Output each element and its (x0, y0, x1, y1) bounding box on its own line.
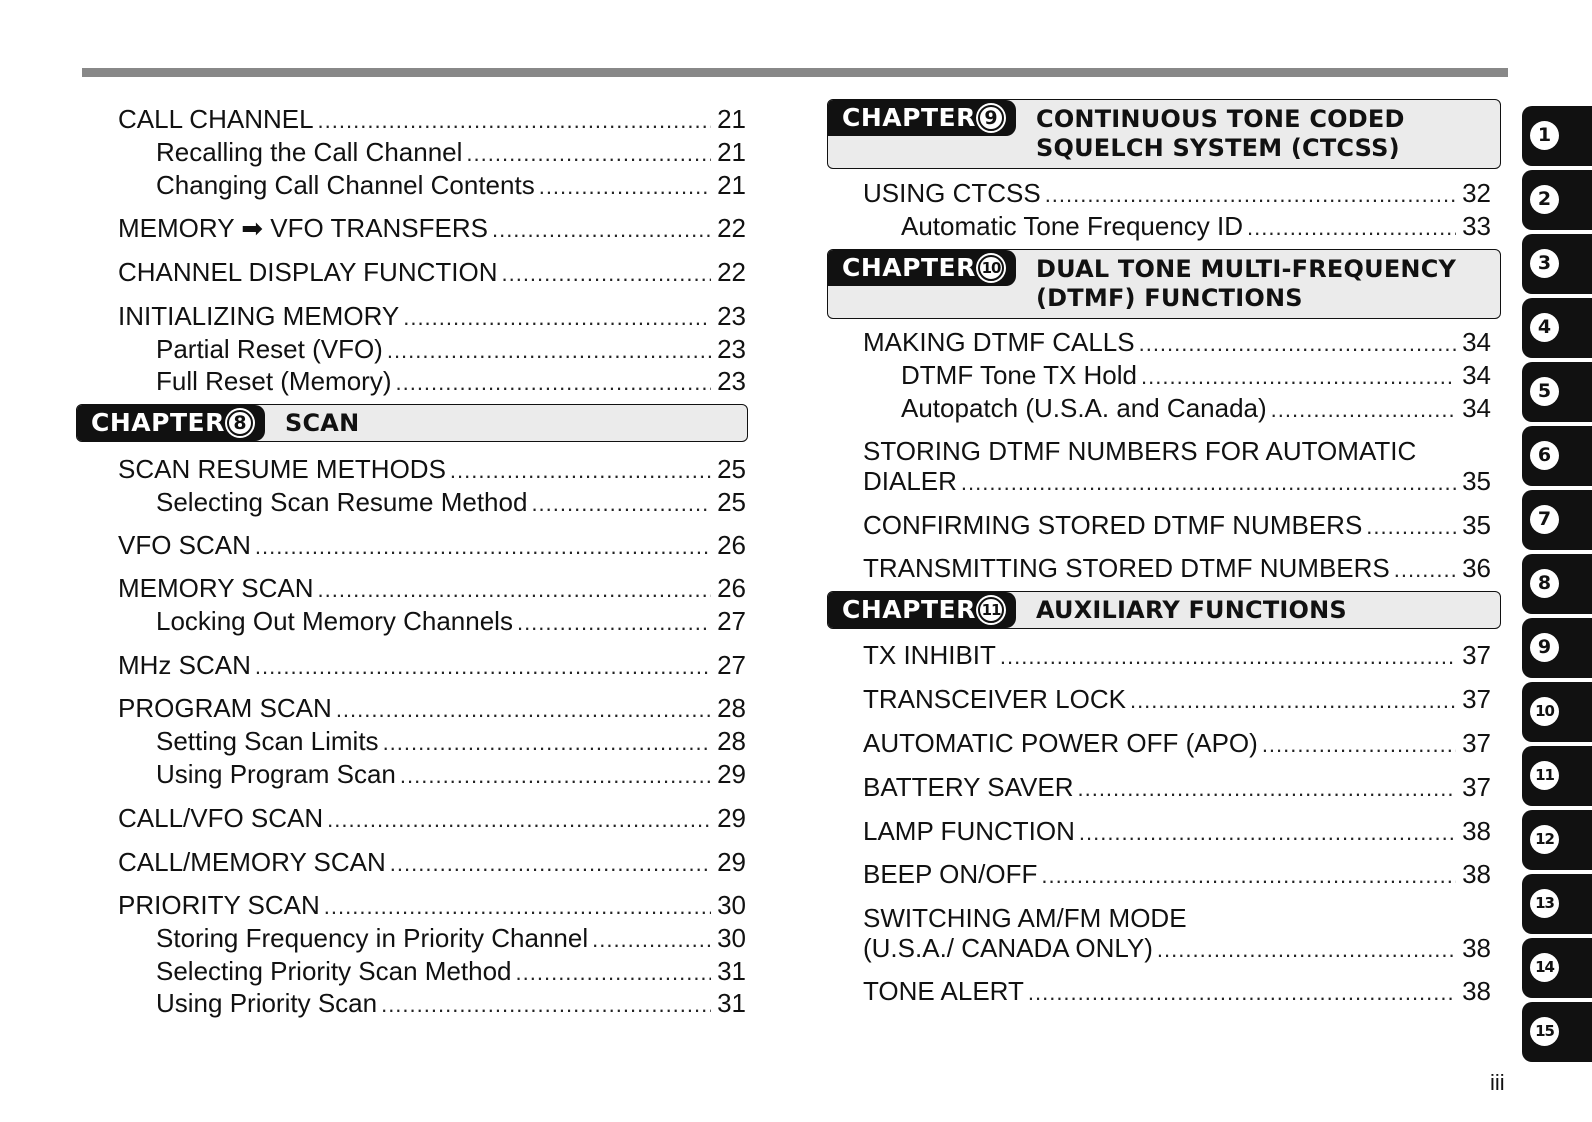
chapter-tab-15[interactable] (1522, 1002, 1592, 1062)
chapter-11-header[interactable] (827, 591, 1501, 629)
entry-title: LAMP FUNCTION (863, 816, 1075, 846)
dot-leader (1366, 512, 1456, 542)
chapter-15-icon: 15 (1530, 1017, 1559, 1046)
entry-page: 31 (717, 988, 746, 1018)
chapter-10-header[interactable] (827, 249, 1501, 319)
entry-title: TRANSMITTING STORED DTMF NUMBERS (863, 553, 1390, 583)
toc-entry[interactable] (118, 257, 746, 289)
entry-title: USING CTCSS (863, 178, 1041, 208)
toc-entry[interactable] (863, 510, 1491, 542)
dot-leader (327, 805, 711, 835)
entry-page: 37 (1462, 640, 1491, 670)
entry-page: 23 (717, 366, 746, 396)
entry-page: 36 (1462, 553, 1491, 583)
entry-title: BATTERY SAVER (863, 772, 1074, 802)
entry-title: CALL CHANNEL (118, 104, 314, 134)
entry-page: 23 (717, 301, 746, 331)
chapter-title-line2: (DTMF) FUNCTIONS (1036, 284, 1303, 312)
toc-entry[interactable] (863, 976, 1491, 1008)
dot-leader (324, 892, 711, 922)
dot-leader (1262, 730, 1456, 760)
entry-title: CHANNEL DISPLAY FUNCTION (118, 257, 498, 287)
entry-title: PRIORITY SCAN (118, 890, 320, 920)
dot-leader (1041, 861, 1456, 891)
entry-title: Selecting Priority Scan Method (156, 956, 512, 986)
dot-leader (466, 139, 711, 169)
chapter-2-icon: 2 (1530, 185, 1559, 214)
entry-page: 30 (717, 923, 746, 953)
entry-page: 28 (717, 693, 746, 723)
entry-page: 22 (717, 213, 746, 243)
chapter-tab-3[interactable] (1522, 234, 1592, 294)
chapter-4-icon: 4 (1530, 313, 1559, 342)
dot-leader (517, 608, 711, 638)
dot-leader (501, 259, 711, 289)
toc-entry[interactable] (863, 436, 1491, 498)
entry-title: MAKING DTMF CALLS (863, 327, 1135, 357)
entry-title: SCAN RESUME METHODS (118, 454, 446, 484)
entry-page: 38 (1462, 816, 1491, 846)
toc-entry[interactable] (156, 759, 746, 791)
chapter-title-line2: SQUELCH SYSTEM (CTCSS) (1036, 134, 1400, 162)
chapter-title: DUAL TONE MULTI-FREQUENCY (1036, 255, 1457, 283)
toc-entry[interactable] (118, 454, 746, 486)
chapter-tab-10[interactable] (1522, 682, 1592, 742)
toc-entry[interactable] (118, 847, 746, 879)
entry-title: Selecting Scan Resume Method (156, 487, 528, 517)
chapter-tab-9[interactable] (1522, 618, 1592, 678)
entry-title: Storing Frequency in Priority Channel (156, 923, 589, 953)
chapter-tab-11[interactable] (1522, 746, 1592, 806)
toc-entry[interactable] (118, 693, 746, 725)
toc-left-column (91, 0, 758, 1122)
entry-title: MEMORY ➡ VFO TRANSFERS (118, 213, 488, 243)
toc-entry[interactable] (901, 393, 1491, 425)
chapter-tab-1[interactable] (1522, 106, 1592, 166)
entry-title: BEEP ON/OFF (863, 859, 1038, 889)
chapter-8-icon: 8 (1530, 569, 1559, 598)
entry-page: 29 (717, 847, 746, 877)
dot-leader (318, 575, 712, 605)
entry-title: TRANSCEIVER LOCK (863, 684, 1126, 714)
entry-page: 30 (717, 890, 746, 920)
entry-page: 34 (1462, 360, 1491, 390)
entry-title: Locking Out Memory Channels (156, 606, 513, 636)
chapter-8-header[interactable] (76, 404, 748, 442)
dot-leader (255, 652, 711, 682)
toc-entry[interactable] (118, 530, 746, 562)
toc-entry[interactable] (118, 650, 746, 682)
chapter-tab-14[interactable] (1522, 938, 1592, 998)
chapter-label: CHAPTER (842, 594, 976, 624)
entry-page: 37 (1462, 772, 1491, 802)
entry-title-line1: SWITCHING AM/FM MODE (863, 903, 1187, 933)
toc-entry[interactable] (156, 366, 746, 398)
entry-page: 29 (717, 803, 746, 833)
entry-page: 28 (717, 726, 746, 756)
entry-title: TONE ALERT (863, 976, 1024, 1006)
chapter-11-icon: 11 (1530, 761, 1559, 790)
dot-leader (1077, 774, 1456, 804)
toc-entry[interactable] (901, 360, 1491, 392)
dot-leader (1141, 362, 1456, 392)
toc-entry[interactable] (156, 487, 746, 519)
entry-title: (U.S.A./ CANADA ONLY) (863, 933, 1153, 963)
dot-leader (1271, 395, 1456, 425)
dot-leader (492, 215, 711, 245)
toc-entry[interactable] (156, 726, 746, 758)
entry-page: 22 (717, 257, 746, 287)
entry-page: 26 (717, 530, 746, 560)
entry-title: MHz SCAN (118, 650, 251, 680)
toc-entry[interactable] (863, 816, 1491, 848)
entry-page: 38 (1462, 976, 1491, 1006)
toc-entry[interactable] (156, 923, 746, 955)
entry-page: 25 (717, 454, 746, 484)
entry-title: CALL/VFO SCAN (118, 803, 324, 833)
entry-page: 38 (1462, 859, 1491, 889)
entry-page: 21 (717, 170, 746, 200)
entry-title: Partial Reset (VFO) (156, 334, 383, 364)
dot-leader (381, 990, 711, 1020)
entry-title: AUTOMATIC POWER OFF (APO) (863, 728, 1258, 758)
entry-title-line1: STORING DTMF NUMBERS FOR AUTOMATIC (863, 436, 1417, 466)
toc-entry[interactable] (156, 606, 746, 638)
entry-title: Using Priority Scan (156, 988, 378, 1018)
chapter-badge (828, 592, 1016, 628)
entry-title: INITIALIZING MEMORY (118, 301, 400, 331)
dot-leader (390, 849, 711, 879)
dot-leader (400, 761, 711, 791)
dot-leader (1247, 213, 1456, 243)
chapter-number-icon: 8 (225, 408, 255, 438)
entry-title: DIALER (863, 466, 957, 496)
chapter-number-icon: 9 (976, 103, 1006, 133)
entry-page: 29 (717, 759, 746, 789)
toc-entry[interactable] (118, 213, 746, 245)
toc-entry[interactable] (156, 956, 746, 988)
chapter-13-icon: 13 (1530, 889, 1559, 918)
entry-title: Full Reset (Memory) (156, 366, 392, 396)
entry-page: 21 (717, 104, 746, 134)
dot-leader (336, 695, 711, 725)
toc-entry[interactable] (901, 211, 1491, 243)
entry-page: 21 (717, 137, 746, 167)
toc-entry[interactable] (863, 903, 1491, 965)
dot-leader (1394, 555, 1456, 585)
chapter-1-icon: 1 (1530, 121, 1559, 150)
chapter-badge (77, 405, 265, 441)
chapter-label: CHAPTER (842, 102, 976, 132)
toc-right-column (842, 0, 1503, 1122)
chapter-3-icon: 3 (1530, 249, 1559, 278)
entry-title: TX INHIBIT (863, 640, 996, 670)
toc-entry[interactable] (863, 327, 1491, 359)
chapter-tab-13[interactable] (1522, 874, 1592, 934)
toc-entry[interactable] (863, 178, 1491, 210)
chapter-tabs (1522, 0, 1592, 1122)
toc-entry[interactable] (156, 334, 746, 366)
entry-page: 27 (717, 650, 746, 680)
dot-leader (531, 489, 711, 519)
page-number: iii (1490, 1070, 1505, 1095)
entry-page: 35 (1462, 510, 1491, 540)
entry-page: 38 (1462, 933, 1491, 963)
entry-title: Recalling the Call Channel (156, 137, 463, 167)
dot-leader (592, 925, 711, 955)
entry-title: CONFIRMING STORED DTMF NUMBERS (863, 510, 1363, 540)
chapter-tab-12[interactable] (1522, 810, 1592, 870)
dot-leader (255, 532, 711, 562)
chapter-tab-6[interactable] (1522, 426, 1592, 486)
dot-leader (1139, 329, 1456, 359)
entry-title: DTMF Tone TX Hold (901, 360, 1138, 390)
chapter-badge (828, 100, 1016, 136)
toc-entry[interactable] (863, 772, 1491, 804)
dot-leader (1045, 180, 1456, 210)
chapter-9-header[interactable] (827, 99, 1501, 169)
chapter-7-icon: 7 (1530, 505, 1559, 534)
entry-page: 34 (1462, 393, 1491, 423)
toc-entry[interactable] (118, 890, 746, 922)
dot-leader (539, 172, 711, 202)
toc-entry[interactable] (156, 137, 746, 169)
chapter-tab-2[interactable] (1522, 170, 1592, 230)
chapter-5-icon: 5 (1530, 377, 1559, 406)
entry-title: VFO SCAN (118, 530, 251, 560)
chapter-6-icon: 6 (1530, 441, 1559, 470)
chapter-tab-5[interactable] (1522, 362, 1592, 422)
entry-page: 25 (717, 487, 746, 517)
toc-entry[interactable] (863, 640, 1491, 672)
dot-leader (1157, 935, 1456, 965)
entry-page: 23 (717, 334, 746, 364)
dot-leader (318, 106, 712, 136)
entry-page: 32 (1462, 178, 1491, 208)
entry-title: Setting Scan Limits (156, 726, 379, 756)
dot-leader (383, 728, 712, 758)
toc-entry[interactable] (156, 170, 746, 202)
dot-leader (961, 468, 1456, 498)
entry-title: MEMORY SCAN (118, 573, 314, 603)
entry-page: 27 (717, 606, 746, 636)
toc-entry[interactable] (863, 553, 1491, 585)
chapter-14-icon: 14 (1530, 953, 1559, 982)
chapter-title: CONTINUOUS TONE CODED (1036, 105, 1405, 133)
dot-leader (516, 958, 712, 988)
toc-entry[interactable] (118, 104, 746, 136)
entry-page: 26 (717, 573, 746, 603)
dot-leader (387, 336, 711, 366)
entry-page: 33 (1462, 211, 1491, 241)
chapter-title: AUXILIARY FUNCTIONS (1036, 596, 1347, 624)
toc-entry[interactable] (118, 573, 746, 605)
dot-leader (395, 368, 711, 398)
chapter-label: CHAPTER (842, 252, 976, 282)
toc-entry[interactable] (118, 803, 746, 835)
entry-title: Using Program Scan (156, 759, 396, 789)
entry-page: 37 (1462, 684, 1491, 714)
toc-entry[interactable] (863, 684, 1491, 716)
dot-leader (450, 456, 711, 486)
toc-entry[interactable] (156, 988, 746, 1020)
entry-title: Autopatch (U.S.A. and Canada) (901, 393, 1267, 423)
entry-title: PROGRAM SCAN (118, 693, 332, 723)
chapter-badge (828, 250, 1016, 286)
chapter-number-icon: 11 (976, 595, 1006, 625)
dot-leader (403, 303, 711, 333)
entry-page: 31 (717, 956, 746, 986)
dot-leader (1000, 642, 1456, 672)
chapter-tab-8[interactable] (1522, 554, 1592, 614)
toc-entry[interactable] (863, 859, 1491, 891)
entry-title: CALL/MEMORY SCAN (118, 847, 386, 877)
entry-page: 35 (1462, 466, 1491, 496)
entry-page: 37 (1462, 728, 1491, 758)
chapter-12-icon: 12 (1530, 825, 1559, 854)
chapter-9-icon: 9 (1530, 633, 1559, 662)
entry-title: Changing Call Channel Contents (156, 170, 535, 200)
toc-entry[interactable] (118, 301, 746, 333)
chapter-number-icon: 10 (976, 253, 1006, 283)
entry-page: 34 (1462, 327, 1491, 357)
dot-leader (1130, 686, 1456, 716)
toc-entry[interactable] (863, 728, 1491, 760)
entry-title: Automatic Tone Frequency ID (901, 211, 1244, 241)
chapter-10-icon: 10 (1530, 697, 1559, 726)
chapter-tab-4[interactable] (1522, 298, 1592, 358)
dot-leader (1028, 978, 1456, 1008)
chapter-label: CHAPTER (91, 407, 225, 437)
chapter-tab-7[interactable] (1522, 490, 1592, 550)
chapter-title: SCAN (285, 409, 360, 437)
dot-leader (1079, 818, 1456, 848)
